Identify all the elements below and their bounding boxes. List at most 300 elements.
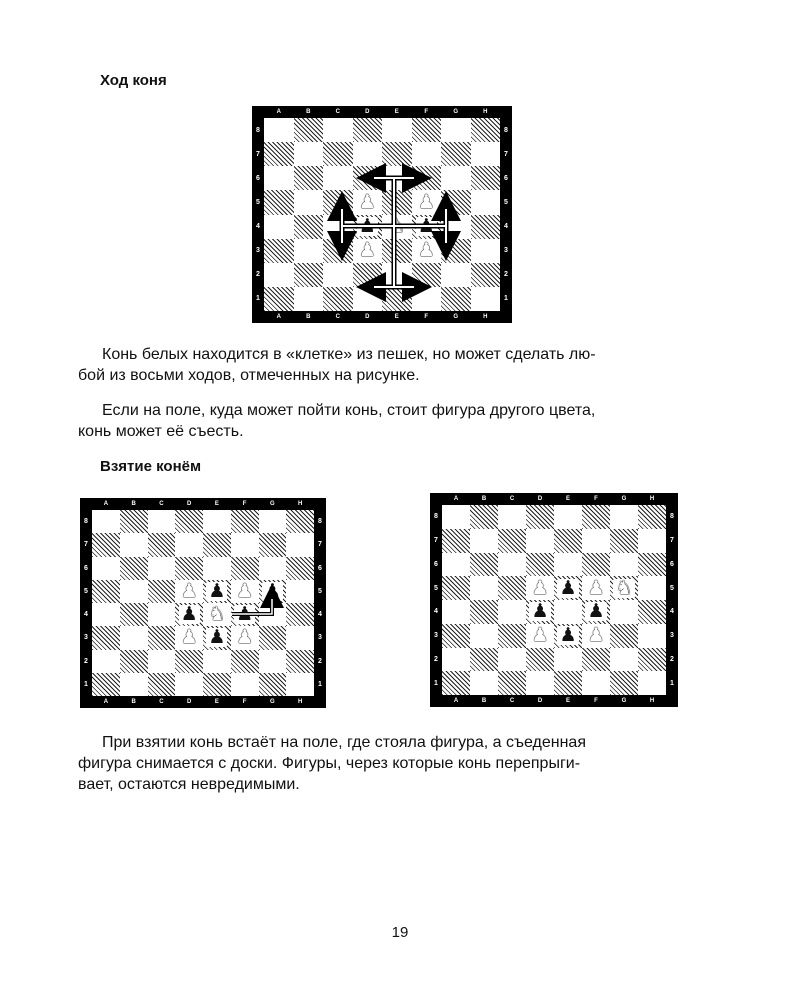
black-pawn-icon: ♟ bbox=[358, 215, 376, 238]
square-h7 bbox=[638, 529, 666, 553]
square-b3 bbox=[120, 626, 148, 649]
rank-label: 4 bbox=[434, 608, 438, 616]
rank-label: 4 bbox=[318, 611, 322, 619]
white-pawn-icon: ♟ bbox=[587, 624, 605, 647]
white-knight-icon: ♞ bbox=[615, 576, 633, 599]
board-squares bbox=[264, 118, 500, 311]
square-g4 bbox=[259, 603, 287, 626]
square-h2 bbox=[638, 648, 666, 672]
square-a5 bbox=[442, 576, 470, 600]
square-e5 bbox=[382, 190, 412, 214]
rank-label: 4 bbox=[670, 608, 674, 616]
square-b8 bbox=[120, 510, 148, 533]
file-labels-top bbox=[92, 498, 314, 510]
file-label: F bbox=[242, 501, 247, 507]
square-g3 bbox=[259, 626, 287, 649]
square-f8 bbox=[582, 505, 610, 529]
square-g1 bbox=[441, 287, 471, 311]
rank-label: 6 bbox=[670, 560, 674, 568]
rank-label: 2 bbox=[318, 657, 322, 665]
square-a3 bbox=[264, 239, 294, 263]
rank-label: 1 bbox=[318, 680, 322, 688]
square-e4 bbox=[382, 215, 412, 239]
square-e8 bbox=[554, 505, 582, 529]
file-labels-bottom bbox=[442, 695, 666, 707]
square-h7 bbox=[471, 142, 501, 166]
square-c3 bbox=[323, 239, 353, 263]
square-c4 bbox=[498, 600, 526, 624]
section-title-knight-capture: Взятие конём bbox=[100, 458, 202, 475]
file-label: F bbox=[594, 698, 598, 704]
square-b7 bbox=[470, 529, 498, 553]
square-e2 bbox=[554, 648, 582, 672]
square-d3 bbox=[526, 624, 554, 648]
square-d7 bbox=[526, 529, 554, 553]
square-c5 bbox=[148, 580, 176, 603]
file-label: D bbox=[186, 699, 192, 705]
rank-labels-right bbox=[666, 505, 678, 695]
rank-label: 2 bbox=[434, 655, 438, 663]
file-label: B bbox=[481, 698, 487, 704]
square-g1 bbox=[259, 673, 287, 696]
rank-label: 8 bbox=[256, 126, 260, 134]
file-label: E bbox=[394, 109, 399, 115]
square-e1 bbox=[382, 287, 412, 311]
square-c8 bbox=[148, 510, 176, 533]
square-c6 bbox=[148, 557, 176, 580]
square-h7 bbox=[286, 533, 314, 556]
rank-labels-left bbox=[80, 510, 92, 696]
square-c6 bbox=[498, 553, 526, 577]
white-knight-icon: ♞ bbox=[388, 215, 406, 238]
white-pawn-icon: ♟ bbox=[180, 579, 198, 602]
square-g5 bbox=[441, 190, 471, 214]
rank-label: 7 bbox=[504, 150, 508, 158]
square-f3 bbox=[231, 626, 259, 649]
file-label: A bbox=[453, 496, 459, 502]
square-g3 bbox=[441, 239, 471, 263]
black-pawn-icon: ♟ bbox=[180, 603, 198, 626]
square-c2 bbox=[148, 650, 176, 673]
square-h6 bbox=[286, 557, 314, 580]
square-b5 bbox=[294, 190, 324, 214]
square-d8 bbox=[175, 510, 203, 533]
file-label: B bbox=[131, 501, 136, 507]
square-a4 bbox=[264, 215, 294, 239]
rank-label: 2 bbox=[84, 657, 88, 665]
rank-labels-right bbox=[314, 510, 326, 696]
rank-label: 3 bbox=[84, 634, 88, 642]
square-e6 bbox=[203, 557, 231, 580]
square-a8 bbox=[442, 505, 470, 529]
square-b4 bbox=[294, 215, 324, 239]
file-label: E bbox=[565, 698, 570, 704]
square-a7 bbox=[442, 529, 470, 553]
square-d3 bbox=[175, 626, 203, 649]
square-b2 bbox=[120, 650, 148, 673]
square-g1 bbox=[610, 671, 638, 695]
rank-label: 6 bbox=[256, 174, 260, 182]
section-title-knight-move: Ход коня bbox=[100, 72, 167, 89]
black-pawn-icon: ♟ bbox=[587, 600, 605, 623]
square-g7 bbox=[259, 533, 287, 556]
file-label: F bbox=[424, 109, 429, 115]
file-label: H bbox=[649, 698, 655, 704]
board-squares bbox=[442, 505, 666, 695]
square-a1 bbox=[442, 671, 470, 695]
square-c7 bbox=[323, 142, 353, 166]
square-e3 bbox=[203, 626, 231, 649]
file-label: G bbox=[621, 698, 627, 704]
square-b6 bbox=[294, 166, 324, 190]
file-label: A bbox=[276, 314, 281, 320]
file-label: G bbox=[270, 699, 275, 705]
white-pawn-icon: ♟ bbox=[531, 576, 549, 599]
square-f1 bbox=[412, 287, 442, 311]
rank-labels-right bbox=[500, 118, 512, 311]
file-label: D bbox=[365, 314, 370, 320]
square-b1 bbox=[120, 673, 148, 696]
square-c8 bbox=[498, 505, 526, 529]
square-b2 bbox=[294, 263, 324, 287]
square-a3 bbox=[92, 626, 120, 649]
square-d6 bbox=[526, 553, 554, 577]
square-g7 bbox=[610, 529, 638, 553]
paragraph-knight-capture-rule: Если на поле, куда может пойти конь, стоит фигура другого цвета, конь может её съесть. bbox=[78, 402, 596, 440]
rank-label: 8 bbox=[504, 126, 508, 134]
square-h3 bbox=[638, 624, 666, 648]
square-b3 bbox=[294, 239, 324, 263]
white-pawn-icon: ♟ bbox=[358, 190, 376, 213]
square-b4 bbox=[470, 600, 498, 624]
square-h1 bbox=[471, 287, 501, 311]
file-label: H bbox=[649, 496, 655, 502]
rank-label: 6 bbox=[504, 174, 508, 182]
file-label: G bbox=[453, 314, 459, 320]
square-b4 bbox=[120, 603, 148, 626]
file-label: B bbox=[481, 496, 487, 502]
square-d5 bbox=[526, 576, 554, 600]
square-a1 bbox=[264, 287, 294, 311]
file-label: A bbox=[103, 501, 109, 507]
square-g2 bbox=[610, 648, 638, 672]
square-f6 bbox=[582, 553, 610, 577]
white-pawn-icon: ♟ bbox=[236, 579, 254, 602]
white-pawn-icon: ♟ bbox=[358, 239, 376, 262]
rank-label: 2 bbox=[670, 655, 674, 663]
rank-label: 8 bbox=[670, 513, 674, 521]
square-g7 bbox=[441, 142, 471, 166]
square-b5 bbox=[470, 576, 498, 600]
rank-label: 5 bbox=[434, 584, 438, 592]
file-labels-bottom bbox=[264, 311, 500, 323]
rank-label: 6 bbox=[84, 564, 88, 572]
paragraph-knight-cage: Конь белых находится в «клетке» из пешек, но может сделать лю- бой из восьми ходов, отмеченных на рисунке. bbox=[78, 346, 596, 384]
square-d2 bbox=[175, 650, 203, 673]
square-h5 bbox=[286, 580, 314, 603]
rank-label: 1 bbox=[670, 679, 674, 687]
square-b8 bbox=[470, 505, 498, 529]
square-b3 bbox=[470, 624, 498, 648]
square-a8 bbox=[264, 118, 294, 142]
square-h5 bbox=[638, 576, 666, 600]
black-pawn-icon: ♟ bbox=[559, 576, 577, 599]
square-g8 bbox=[610, 505, 638, 529]
square-g4 bbox=[441, 215, 471, 239]
white-pawn-icon: ♟ bbox=[587, 576, 605, 599]
square-d1 bbox=[526, 671, 554, 695]
square-e8 bbox=[382, 118, 412, 142]
square-g2 bbox=[441, 263, 471, 287]
square-f7 bbox=[582, 529, 610, 553]
square-h8 bbox=[638, 505, 666, 529]
rank-label: 8 bbox=[84, 518, 88, 526]
square-g5 bbox=[259, 580, 287, 603]
white-pawn-icon: ♟ bbox=[417, 190, 435, 213]
square-b1 bbox=[294, 287, 324, 311]
rank-label: 2 bbox=[504, 271, 508, 279]
square-f1 bbox=[231, 673, 259, 696]
square-c8 bbox=[323, 118, 353, 142]
file-label: E bbox=[214, 501, 219, 507]
square-a6 bbox=[92, 557, 120, 580]
square-e5 bbox=[554, 576, 582, 600]
square-b2 bbox=[470, 648, 498, 672]
square-d3 bbox=[353, 239, 383, 263]
square-c4 bbox=[148, 603, 176, 626]
square-a8 bbox=[92, 510, 120, 533]
rank-label: 4 bbox=[256, 223, 260, 231]
square-a5 bbox=[264, 190, 294, 214]
square-d7 bbox=[353, 142, 383, 166]
rank-label: 3 bbox=[670, 632, 674, 640]
rank-label: 6 bbox=[318, 564, 322, 572]
square-e4 bbox=[554, 600, 582, 624]
white-pawn-icon: ♟ bbox=[180, 626, 198, 649]
file-label: H bbox=[297, 699, 303, 705]
rank-label: 8 bbox=[434, 513, 438, 521]
square-h6 bbox=[638, 553, 666, 577]
rank-label: 1 bbox=[84, 680, 88, 688]
square-a5 bbox=[92, 580, 120, 603]
rank-label: 5 bbox=[84, 587, 88, 595]
square-f2 bbox=[231, 650, 259, 673]
square-e4 bbox=[203, 603, 231, 626]
square-d2 bbox=[353, 263, 383, 287]
square-h4 bbox=[471, 215, 501, 239]
square-d4 bbox=[526, 600, 554, 624]
square-b8 bbox=[294, 118, 324, 142]
rank-label: 7 bbox=[670, 537, 674, 545]
square-h6 bbox=[471, 166, 501, 190]
square-f4 bbox=[412, 215, 442, 239]
square-g8 bbox=[441, 118, 471, 142]
square-a2 bbox=[264, 263, 294, 287]
square-a7 bbox=[92, 533, 120, 556]
square-c2 bbox=[498, 648, 526, 672]
file-label: F bbox=[242, 699, 247, 705]
square-b7 bbox=[120, 533, 148, 556]
square-e1 bbox=[203, 673, 231, 696]
square-c3 bbox=[148, 626, 176, 649]
rank-label: 3 bbox=[256, 247, 260, 255]
square-a1 bbox=[92, 673, 120, 696]
square-c4 bbox=[323, 215, 353, 239]
rank-labels-left bbox=[252, 118, 264, 311]
square-f5 bbox=[412, 190, 442, 214]
square-b7 bbox=[294, 142, 324, 166]
square-f8 bbox=[412, 118, 442, 142]
file-label: F bbox=[424, 314, 429, 320]
square-f6 bbox=[231, 557, 259, 580]
square-e2 bbox=[382, 263, 412, 287]
square-f4 bbox=[582, 600, 610, 624]
square-g3 bbox=[610, 624, 638, 648]
square-f5 bbox=[231, 580, 259, 603]
square-d1 bbox=[175, 673, 203, 696]
square-a4 bbox=[92, 603, 120, 626]
rank-label: 7 bbox=[318, 541, 322, 549]
file-labels-top bbox=[442, 493, 666, 505]
square-c1 bbox=[148, 673, 176, 696]
file-label: G bbox=[621, 496, 627, 502]
square-f3 bbox=[582, 624, 610, 648]
square-d5 bbox=[175, 580, 203, 603]
square-h4 bbox=[286, 603, 314, 626]
file-label: C bbox=[509, 496, 515, 502]
rank-label: 1 bbox=[504, 295, 508, 303]
square-d4 bbox=[353, 215, 383, 239]
square-d5 bbox=[353, 190, 383, 214]
file-label: D bbox=[537, 698, 543, 704]
black-pawn-icon: ♟ bbox=[417, 215, 435, 238]
square-a3 bbox=[442, 624, 470, 648]
square-e3 bbox=[382, 239, 412, 263]
square-h1 bbox=[286, 673, 314, 696]
square-h8 bbox=[286, 510, 314, 533]
square-f3 bbox=[412, 239, 442, 263]
file-label: H bbox=[483, 314, 488, 320]
square-g2 bbox=[259, 650, 287, 673]
square-g6 bbox=[259, 557, 287, 580]
square-c7 bbox=[498, 529, 526, 553]
square-d8 bbox=[353, 118, 383, 142]
paragraph-capture-explanation: При взятии конь встаёт на поле, где стояла фигура, а съеденная фигура снимается с доски. Фигуры, через которые конь перепрыги- вает, остаются невредимыми. bbox=[78, 734, 586, 793]
rank-label: 5 bbox=[504, 198, 508, 206]
square-e5 bbox=[203, 580, 231, 603]
rank-label: 8 bbox=[318, 518, 322, 526]
square-c1 bbox=[498, 671, 526, 695]
square-h3 bbox=[286, 626, 314, 649]
square-a2 bbox=[442, 648, 470, 672]
square-c2 bbox=[323, 263, 353, 287]
black-pawn-icon: ♟ bbox=[263, 579, 281, 602]
file-label: C bbox=[159, 699, 164, 705]
file-label: A bbox=[453, 698, 459, 704]
square-e7 bbox=[382, 142, 412, 166]
rank-label: 2 bbox=[256, 271, 260, 279]
file-label: F bbox=[594, 496, 598, 502]
square-c1 bbox=[323, 287, 353, 311]
square-g4 bbox=[610, 600, 638, 624]
rank-label: 1 bbox=[434, 679, 438, 687]
square-h1 bbox=[638, 671, 666, 695]
square-d6 bbox=[353, 166, 383, 190]
square-f7 bbox=[412, 142, 442, 166]
white-knight-icon: ♞ bbox=[208, 603, 226, 626]
white-pawn-icon: ♟ bbox=[417, 239, 435, 262]
square-a6 bbox=[264, 166, 294, 190]
square-e6 bbox=[382, 166, 412, 190]
white-pawn-icon: ♟ bbox=[236, 626, 254, 649]
square-g6 bbox=[441, 166, 471, 190]
rank-label: 5 bbox=[318, 587, 322, 595]
rank-label: 5 bbox=[670, 584, 674, 592]
square-b6 bbox=[120, 557, 148, 580]
file-labels-top bbox=[264, 106, 500, 118]
capture-after-board bbox=[430, 493, 678, 707]
square-e2 bbox=[203, 650, 231, 673]
file-label: C bbox=[335, 314, 340, 320]
square-e8 bbox=[203, 510, 231, 533]
white-pawn-icon: ♟ bbox=[531, 624, 549, 647]
square-f8 bbox=[231, 510, 259, 533]
square-c6 bbox=[323, 166, 353, 190]
square-c3 bbox=[498, 624, 526, 648]
rank-label: 3 bbox=[434, 632, 438, 640]
square-d2 bbox=[526, 648, 554, 672]
file-label: G bbox=[453, 109, 459, 115]
rank-label: 7 bbox=[256, 150, 260, 158]
square-d1 bbox=[353, 287, 383, 311]
square-e6 bbox=[554, 553, 582, 577]
black-pawn-icon: ♟ bbox=[208, 626, 226, 649]
square-h8 bbox=[471, 118, 501, 142]
rank-labels-left bbox=[430, 505, 442, 695]
file-label: H bbox=[297, 501, 303, 507]
square-a6 bbox=[442, 553, 470, 577]
file-label: A bbox=[276, 109, 281, 115]
square-f7 bbox=[231, 533, 259, 556]
square-c7 bbox=[148, 533, 176, 556]
file-label: D bbox=[537, 496, 543, 502]
file-labels-bottom bbox=[92, 696, 314, 708]
black-pawn-icon: ♟ bbox=[531, 600, 549, 623]
black-pawn-icon: ♟ bbox=[208, 579, 226, 602]
rank-label: 4 bbox=[84, 611, 88, 619]
file-label: D bbox=[186, 501, 192, 507]
square-h4 bbox=[638, 600, 666, 624]
black-pawn-icon: ♟ bbox=[559, 624, 577, 647]
square-b6 bbox=[470, 553, 498, 577]
file-label: G bbox=[270, 501, 275, 507]
file-label: B bbox=[306, 314, 311, 320]
rank-label: 3 bbox=[318, 634, 322, 642]
rank-label: 3 bbox=[504, 247, 508, 255]
square-e3 bbox=[554, 624, 582, 648]
file-label: E bbox=[214, 699, 219, 705]
square-d6 bbox=[175, 557, 203, 580]
square-h3 bbox=[471, 239, 501, 263]
square-h2 bbox=[286, 650, 314, 673]
square-d7 bbox=[175, 533, 203, 556]
square-a7 bbox=[264, 142, 294, 166]
square-f2 bbox=[412, 263, 442, 287]
square-d8 bbox=[526, 505, 554, 529]
square-b5 bbox=[120, 580, 148, 603]
square-f5 bbox=[582, 576, 610, 600]
file-label: E bbox=[394, 314, 399, 320]
